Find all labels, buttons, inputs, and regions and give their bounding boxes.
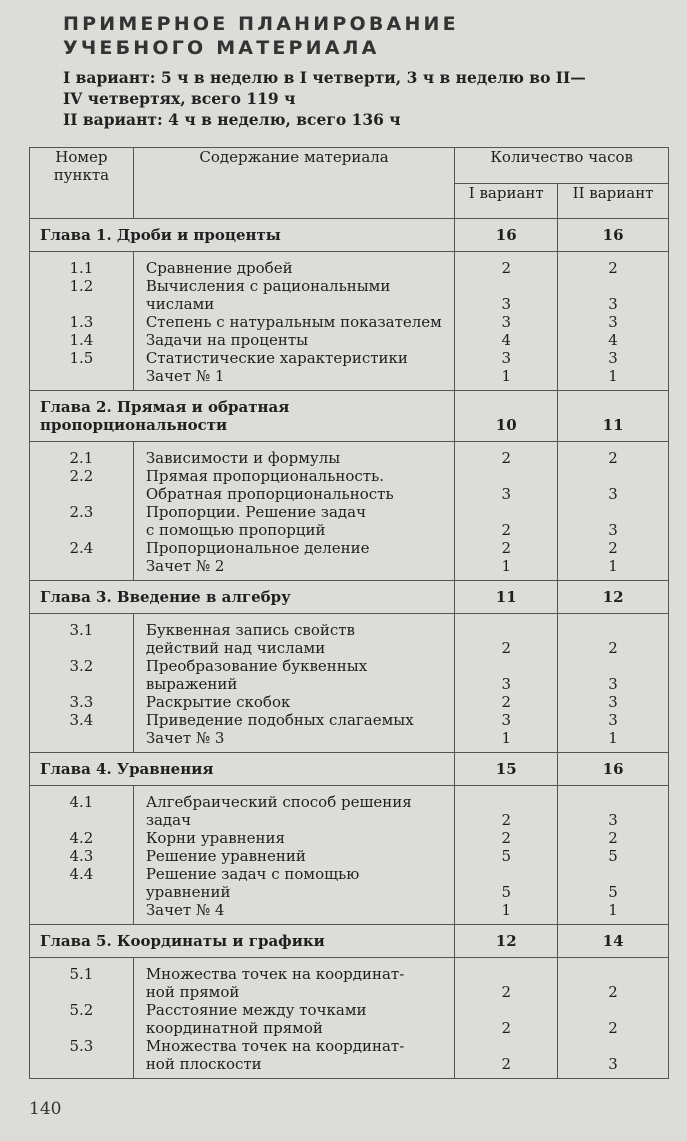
item-hours-variant-1: 2	[455, 1037, 558, 1079]
item-hours-variant-2: 3	[558, 1037, 669, 1079]
item-content: Решение уравнений	[133, 847, 454, 865]
item-hours-variant-2: 1	[558, 729, 669, 753]
item-hours-variant-2: 3	[558, 349, 669, 367]
item-hours-variant-1: 3	[455, 313, 558, 331]
item-number	[30, 901, 134, 925]
table-row	[30, 847, 669, 865]
item-number: 4.2	[30, 829, 134, 847]
table-row	[30, 657, 669, 693]
item-hours-variant-2: 2	[558, 252, 669, 278]
table-row	[30, 786, 669, 830]
table-row	[30, 729, 669, 753]
item-hours-variant-2: 5	[558, 865, 669, 901]
item-content: Множества точек на координат- ной плоскости	[133, 1037, 454, 1079]
header-variant-2: II вариант	[558, 184, 669, 219]
chapter-hours-variant-2: 14	[558, 925, 669, 958]
item-number	[30, 557, 134, 581]
title-line-2: УЧЕБНОГО МАТЕРИАЛА	[63, 37, 380, 59]
item-content: Зачет № 4	[133, 901, 454, 925]
table-row	[30, 1037, 669, 1079]
item-hours-variant-1: 3	[455, 711, 558, 729]
table-row	[30, 442, 669, 468]
item-hours-variant-1: 4	[455, 331, 558, 349]
page-title	[63, 12, 459, 60]
item-content: Множества точек на координат- ной прямой	[133, 958, 454, 1002]
item-content: Прямая пропорциональность. Обратная пропорциональность	[133, 467, 454, 503]
page-number: 140	[29, 1099, 62, 1119]
item-hours-variant-1: 2	[455, 539, 558, 557]
item-hours-variant-2: 3	[558, 313, 669, 331]
chapter-row	[30, 219, 669, 252]
item-hours-variant-1: 1	[455, 367, 558, 391]
chapter-title: Глава 3. Введение в алгебру	[30, 581, 455, 614]
chapter-hours-variant-1: 10	[455, 391, 558, 442]
item-hours-variant-2: 3	[558, 467, 669, 503]
item-content: Степень с натуральным показателем	[133, 313, 454, 331]
chapter-hours-variant-2: 16	[558, 753, 669, 786]
table-row	[30, 614, 669, 658]
chapter-row	[30, 581, 669, 614]
item-content: Буквенная запись свойств действий над числами	[133, 614, 454, 658]
item-number: 4.3	[30, 847, 134, 865]
table-row	[30, 313, 669, 331]
item-hours-variant-2: 2	[558, 1001, 669, 1037]
chapter-hours-variant-1: 12	[455, 925, 558, 958]
variant-line-1: I вариант: 5 ч в неделю в I четверти, 3 ч в неделю во II—	[63, 68, 586, 87]
item-number: 5.1	[30, 958, 134, 1002]
item-content: Пропорции. Решение задач с помощью пропорций	[133, 503, 454, 539]
item-number: 1.1	[30, 252, 134, 278]
chapter-row	[30, 925, 669, 958]
item-number: 5.3	[30, 1037, 134, 1079]
item-hours-variant-2: 3	[558, 693, 669, 711]
item-content: Статистические характеристики	[133, 349, 454, 367]
table-row	[30, 829, 669, 847]
chapter-row	[30, 391, 669, 442]
item-content: Задачи на проценты	[133, 331, 454, 349]
variant-line-3: II вариант: 4 ч в неделю, всего 136 ч	[63, 110, 401, 129]
item-hours-variant-2: 4	[558, 331, 669, 349]
item-content: Зачет № 1	[133, 367, 454, 391]
item-hours-variant-1: 3	[455, 467, 558, 503]
item-number: 2.1	[30, 442, 134, 468]
item-content: Алгебраический способ решения задач	[133, 786, 454, 830]
item-number	[30, 367, 134, 391]
table-row	[30, 865, 669, 901]
item-content: Зависимости и формулы	[133, 442, 454, 468]
item-content: Вычисления с рациональными числами	[133, 277, 454, 313]
item-number: 1.3	[30, 313, 134, 331]
item-hours-variant-1: 2	[455, 1001, 558, 1037]
item-number: 5.2	[30, 1001, 134, 1037]
item-hours-variant-2: 2	[558, 539, 669, 557]
table-row	[30, 277, 669, 313]
item-number: 3.4	[30, 711, 134, 729]
item-hours-variant-1: 2	[455, 252, 558, 278]
item-hours-variant-1: 3	[455, 657, 558, 693]
item-hours-variant-2: 2	[558, 829, 669, 847]
item-hours-variant-1: 1	[455, 901, 558, 925]
plan-table	[29, 147, 669, 1079]
table-row	[30, 503, 669, 539]
item-hours-variant-1: 2	[455, 786, 558, 830]
item-hours-variant-1: 5	[455, 865, 558, 901]
item-hours-variant-2: 1	[558, 557, 669, 581]
title-line-1: ПРИМЕРНОЕ ПЛАНИРОВАНИЕ	[63, 13, 459, 35]
item-hours-variant-1: 2	[455, 958, 558, 1002]
item-hours-variant-2: 3	[558, 277, 669, 313]
item-number: 2.2	[30, 467, 134, 503]
item-number: 4.4	[30, 865, 134, 901]
item-content: Зачет № 3	[133, 729, 454, 753]
item-number: 1.2	[30, 277, 134, 313]
item-number: 1.4	[30, 331, 134, 349]
chapter-hours-variant-1: 16	[455, 219, 558, 252]
item-hours-variant-1: 2	[455, 829, 558, 847]
table-row	[30, 467, 669, 503]
item-number: 3.1	[30, 614, 134, 658]
item-content: Пропорциональное деление	[133, 539, 454, 557]
chapter-title: Глава 2. Прямая и обратная пропорциональности	[30, 391, 455, 442]
table-row	[30, 367, 669, 391]
chapter-title: Глава 4. Уравнения	[30, 753, 455, 786]
item-hours-variant-2: 2	[558, 958, 669, 1002]
table-row	[30, 958, 669, 1002]
chapter-title: Глава 1. Дроби и проценты	[30, 219, 455, 252]
chapter-hours-variant-2: 16	[558, 219, 669, 252]
chapter-hours-variant-1: 15	[455, 753, 558, 786]
variants-description	[63, 67, 586, 130]
item-content: Решение задач с помощью уравнений	[133, 865, 454, 901]
table-row	[30, 331, 669, 349]
item-hours-variant-2: 3	[558, 657, 669, 693]
item-number: 3.3	[30, 693, 134, 711]
item-content: Расстояние между точками координатной прямой	[133, 1001, 454, 1037]
table-row	[30, 539, 669, 557]
header-hours: Количество часов	[455, 148, 669, 184]
item-hours-variant-2: 2	[558, 614, 669, 658]
item-hours-variant-2: 1	[558, 901, 669, 925]
item-hours-variant-1: 2	[455, 442, 558, 468]
variant-line-2: IV четвертях, всего 119 ч	[63, 89, 296, 108]
table-row	[30, 901, 669, 925]
item-number: 1.5	[30, 349, 134, 367]
item-number: 2.3	[30, 503, 134, 539]
item-hours-variant-2: 3	[558, 503, 669, 539]
table-row	[30, 557, 669, 581]
chapter-title: Глава 5. Координаты и графики	[30, 925, 455, 958]
plan-table-body	[30, 219, 669, 1079]
item-hours-variant-1: 5	[455, 847, 558, 865]
header-content: Содержание материала	[133, 148, 454, 219]
chapter-hours-variant-2: 12	[558, 581, 669, 614]
item-hours-variant-1: 3	[455, 349, 558, 367]
table-row	[30, 349, 669, 367]
table-row	[30, 252, 669, 278]
item-content: Зачет № 2	[133, 557, 454, 581]
item-content: Корни уравнения	[133, 829, 454, 847]
item-hours-variant-2: 2	[558, 442, 669, 468]
item-hours-variant-1: 3	[455, 277, 558, 313]
chapter-hours-variant-2: 11	[558, 391, 669, 442]
item-number: 3.2	[30, 657, 134, 693]
item-hours-variant-2: 3	[558, 711, 669, 729]
table-row	[30, 1001, 669, 1037]
item-hours-variant-1: 2	[455, 693, 558, 711]
item-number	[30, 729, 134, 753]
item-content: Сравнение дробей	[133, 252, 454, 278]
chapter-hours-variant-1: 11	[455, 581, 558, 614]
item-content: Раскрытие скобок	[133, 693, 454, 711]
item-hours-variant-1: 1	[455, 729, 558, 753]
item-content: Приведение подобных слагаемых	[133, 711, 454, 729]
item-hours-variant-1: 1	[455, 557, 558, 581]
item-hours-variant-2: 3	[558, 786, 669, 830]
table-row	[30, 711, 669, 729]
item-number: 4.1	[30, 786, 134, 830]
item-number: 2.4	[30, 539, 134, 557]
item-hours-variant-1: 2	[455, 503, 558, 539]
chapter-row	[30, 753, 669, 786]
item-hours-variant-1: 2	[455, 614, 558, 658]
item-content: Преобразование буквенных выражений	[133, 657, 454, 693]
item-hours-variant-2: 1	[558, 367, 669, 391]
table-row	[30, 693, 669, 711]
header-number: Номер пункта	[30, 148, 134, 219]
header-variant-1: I вариант	[455, 184, 558, 219]
item-hours-variant-2: 5	[558, 847, 669, 865]
